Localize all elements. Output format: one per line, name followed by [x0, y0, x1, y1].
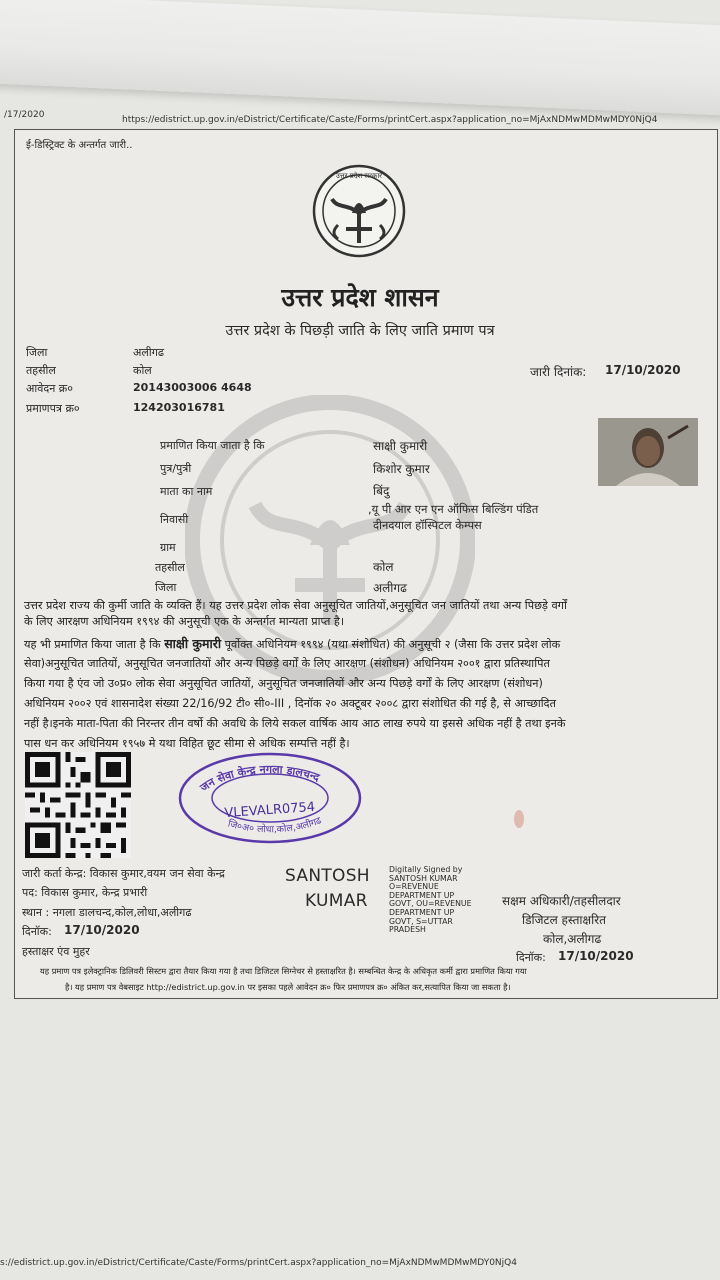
detail-value-mother: बिंदु [373, 484, 390, 498]
meta-label-certificate-no: प्रमाणपत्र क्र० [26, 402, 80, 415]
authority-title: सक्षम अधिकारी/तहसीलदार [502, 894, 621, 908]
paragraph-line: पास धन कर अधिनियम १९५७ मे यथा विहित छूट सीमा से अधिक सम्पत्ति नहीं है। [24, 737, 350, 750]
detail-value-district: अलीगढ [373, 581, 407, 595]
detail-label-tehsil: तहसील [155, 561, 185, 574]
issuer-post: पद: विकास कुमार, केन्द्र प्रभारी [22, 886, 148, 899]
detail-value-tehsil: कोल [373, 560, 394, 574]
certify-intro: यह भी प्रमाणित किया जाता है कि [24, 638, 161, 651]
signer-name-line1: SANTOSH [285, 866, 370, 886]
digital-signature-details [389, 866, 472, 935]
verification-qr-code [25, 752, 131, 858]
meta-value-certificate-no: 124203016781 [133, 401, 225, 414]
paragraph-line: अधिनियम २००२ एवं शासनादेश संख्या 22/16/92 टी० सी०-III , दिनॉक २० अक्टूबर २००८ द्वारा संशोधित की गई है, से आच्छादित [24, 697, 557, 710]
detail-label-resident: निवासी [160, 513, 189, 526]
meta-label-application-no: आवेदन क्र० [26, 382, 73, 395]
center-seal-stamp [177, 752, 363, 844]
applicant-photo [598, 418, 698, 486]
footer-note-line2: है। यह प्रमाण पत्र वेबसाइट http://edistrict.up.gov.in पर इसका पहले आवेदन क्र० फिर प्रमाणपत्र क्र० अंकित कर,सत्यापित किया जा सकता है। [65, 982, 511, 992]
emblem-caption: उत्तर प्रदेश सरकार [335, 172, 383, 180]
detail-label-district: जिला [155, 581, 177, 594]
detail-value-address-line2: दीनदयाल हॉस्पिटल केम्पस [373, 518, 482, 532]
certify-rest: पूर्वोक्त अधिनियम १९९४ (यथा संशोधित) की अनुसूची २ (जैसा कि उत्तर प्रदेश लोक [224, 638, 561, 651]
signature-detail-line: Digitally Signed by [389, 865, 463, 874]
bottom-url: s://edistrict.up.gov.in/eDistrict/Certificate/Caste/Forms/printCert.aspx?application_no=MjAxNDMwMDMwMDY0NjQ4 [0, 1258, 517, 1268]
paragraph-caste-line1: उत्तर प्रदेश राज्य की कुर्मी जाति के व्यक्ति हैं। यह उत्तर प्रदेश लोक सेवा अनुसूचित जातियों,अनुसूचित जन जातियों तथा अन्य पिछड़े वर्गों [24, 599, 567, 612]
authority-signed: डिजिटल हस्ताक्षरित [522, 913, 606, 927]
paragraph-line: सेवा)अनुसूचित जातियों, अनुसूचित जनजातियों और अन्य पिछड़े वर्गों के लिए आरक्षण (संशोधन) अधिनियम २००१ द्वारा प्रतिस्थापित [24, 657, 550, 670]
print-date: /17/2020 [4, 110, 45, 120]
detail-label-certified: प्रमाणित किया जाता है कि [160, 439, 265, 452]
detail-label-mother: माता का नाम [160, 485, 213, 498]
meta-label-district: जिला [26, 346, 48, 359]
signature-detail-line: SANTOSH KUMAR [389, 873, 458, 883]
stamp-code: VLEVALR0754 [224, 799, 316, 822]
paper-mark [514, 810, 524, 828]
paragraph-line: नहीं है।इनके माता-पिता की निरन्तर तीन वर्षो की अवधि के लिये सकल वार्षिक आय आठ लाख रुपये या इससे अधिक नहीं है तथा इनके [24, 717, 566, 730]
issuer-place: स्थान : नगला डालचन्द,कोल,लोधा,अलीगढ [22, 906, 192, 919]
issue-date: 17/10/2020 [605, 363, 681, 377]
issuer-date: 17/10/2020 [64, 923, 140, 937]
issuer-center: जारी कर्ता केन्द्र: विकास कुमार,वयम जन सेवा केन्द्र [22, 867, 225, 880]
meta-label-tehsil: तहसील [26, 364, 56, 377]
authority-location: कोल,अलीगढ [543, 932, 602, 946]
meta-value-district: अलीगढ [133, 346, 165, 359]
certificate-subtitle: उत्तर प्रदेश के पिछड़ी जाति के लिए जाति प्रमाण पत्र [225, 323, 495, 339]
detail-value-name: साक्षी कुमारी [373, 439, 428, 453]
certificate-title: उत्तर प्रदेश शासन [281, 283, 439, 312]
detail-label-parent: पुत्र/पुत्री [160, 462, 192, 475]
print-url: https://edistrict.up.gov.in/eDistrict/Certificate/Caste/Forms/printCert.aspx?application_no=MjAxNDMwMDMwMDY0NjQ4 [122, 115, 658, 125]
signature-detail-line: PRADESH [389, 925, 426, 935]
stamp-top-text: जन सेवा केन्द्र नगला डालचन्द [197, 762, 322, 795]
paragraph-caste-line2: के लिए आरक्षण अधिनियम १९९४ की अनुसूची एक के अन्तर्गत मान्यता प्राप्त है। [24, 615, 345, 628]
signature-detail-line: O=REVENUE [389, 882, 439, 892]
detail-value-father: किशोर कुमार [373, 462, 430, 476]
certify-name: साक्षी कुमारी [164, 636, 222, 651]
signature-detail-line: DEPARTMENT UP [389, 907, 455, 917]
meta-value-tehsil: कोल [133, 364, 152, 377]
footer-note-line1: यह प्रमाण पत्र इलेक्ट्रानिक डिलिवरी सिस्टम द्वारा तैयार किया गया है तथा डिजिटल सिग्नेचर से हस्ताक्षरित है। सम्बन्धित केन्द्र के अधिकृत कर्मी द्वारा प्रमाणित किया गया [40, 966, 527, 976]
authority-date: 17/10/2020 [558, 949, 634, 963]
signer-name-line2: KUMAR [305, 891, 368, 911]
detail-value-address-line1: ,यू पी आर एन एन ऑफिस बिल्डिंग पंडित [368, 502, 539, 516]
meta-value-application-no: 20143003006 4648 [133, 381, 252, 394]
signature-detail-line: GOVT, OU=REVENUE [389, 899, 472, 909]
folded-paper-edge [0, 0, 720, 117]
issuer-sign-label: हस्ताक्षर एंव मुहर [22, 945, 90, 958]
paragraph-line: किया गया है एंव जो उ०प्र० लोक सेवा अनुसूचित जातियों, अनुसूचित जनजातियों और अन्य पिछड़े वर्गों के लिए आरक्षण (संशोधन) [24, 677, 543, 690]
issue-date-label: जारी दिनांक: [530, 365, 587, 379]
authority-date-label: दिनॉक: [516, 951, 546, 964]
detail-label-village: ग्राम [160, 541, 176, 554]
issuer-date-label: दिनॉक: [22, 925, 52, 938]
edistrict-note: ई-डिस्ट्रिक्ट के अन्तर्गत जारी.. [26, 140, 133, 151]
paragraph-certify-line1 [24, 636, 560, 654]
signature-detail-line: DEPARTMENT UP [389, 890, 455, 900]
stamp-bottom-text: जि०अ० लोधा,कोल,अलीगढ [226, 815, 324, 836]
signature-detail-line: GOVT, S=UTTAR [389, 916, 453, 926]
